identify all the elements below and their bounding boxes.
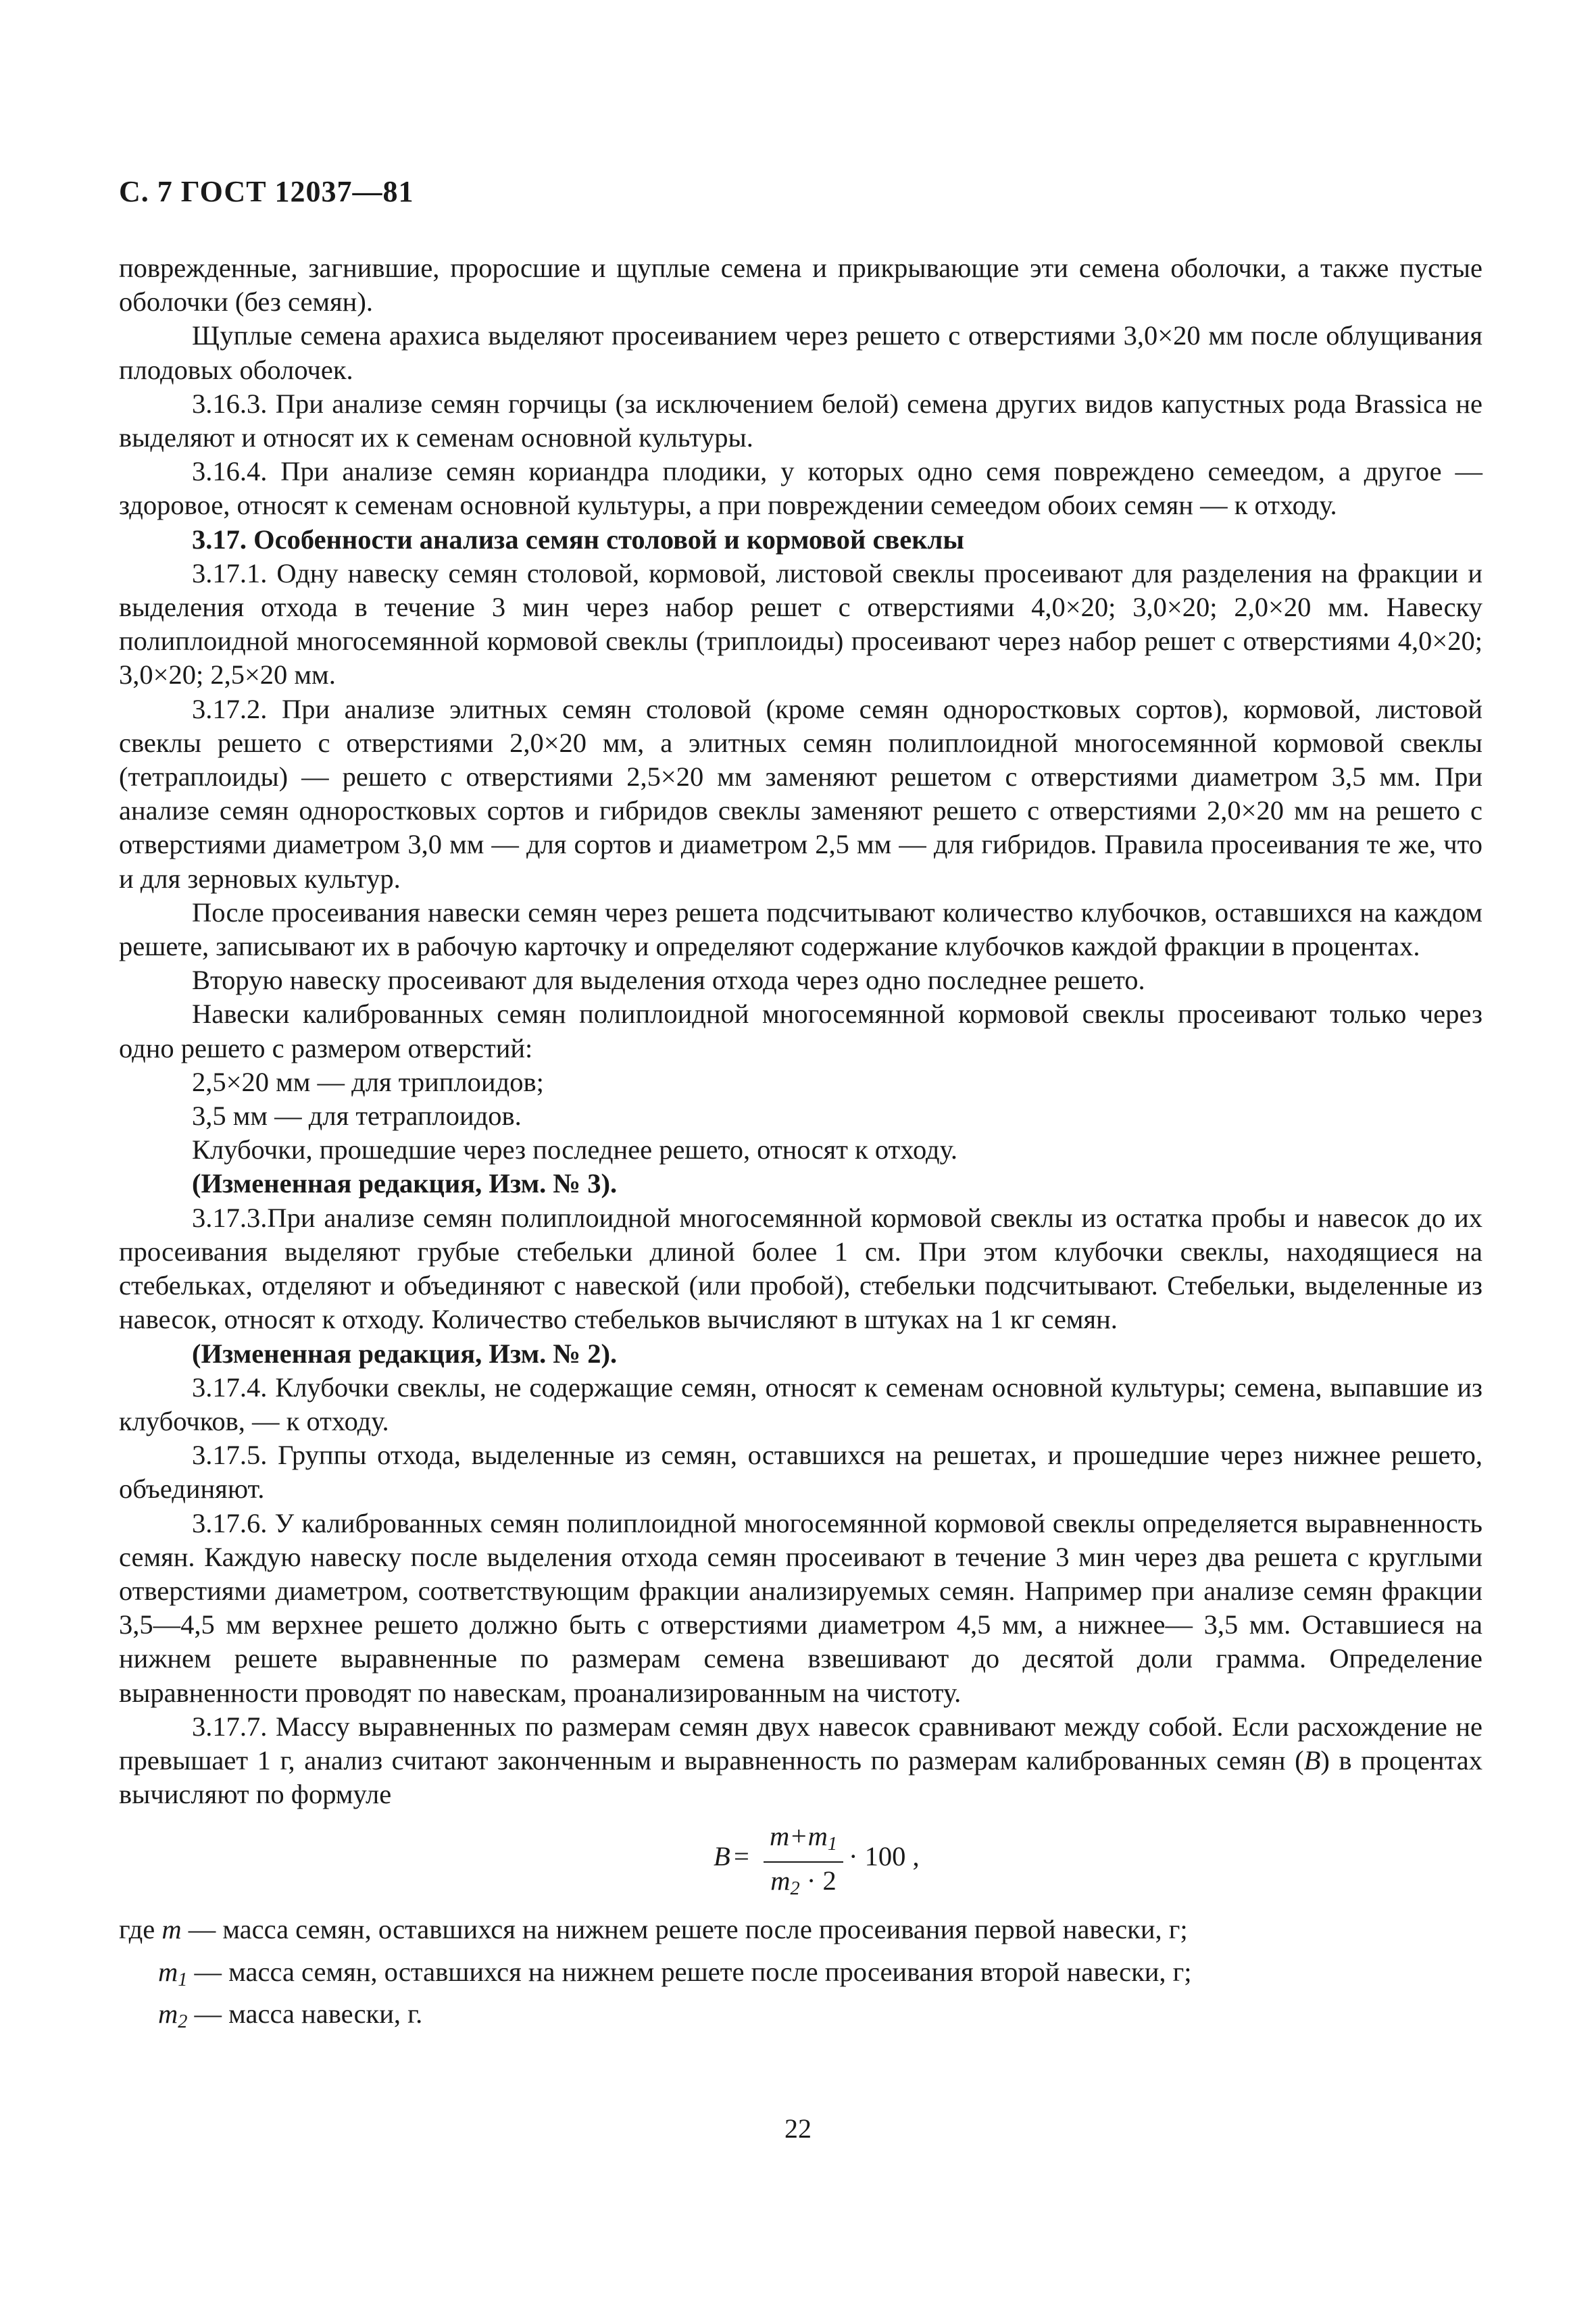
legend-row	[119, 1955, 1482, 1997]
denominator-text: m	[770, 1865, 791, 1896]
paragraph: Клубочки, прошедшие через последнее решето, относят к отходу.	[192, 1134, 957, 1165]
paragraph	[119, 1710, 1482, 1812]
legend-text: — масса семян, оставшихся на нижнем решете после просеивания первой навески, г;	[181, 1914, 1188, 1945]
formula-lhs: B	[714, 1841, 730, 1872]
legend-text: — масса семян, оставшихся на нижнем решете после просеивания второй навески, г;	[187, 1956, 1192, 1987]
denominator-subscript: 2	[790, 1878, 800, 1900]
paragraph: 3.17.5. Группы отхода, выделенные из семян, оставшихся на решетах, и прошедшие через нижнее решето, объединяют.	[119, 1440, 1482, 1505]
paragraph: 3.17.3.При анализе семян полиплоидной многосемянной кормовой свеклы из остатка пробы и навесок до их просеивания выделяют грубые стебельки длиной более 1 см. При этом клубочки свеклы, находящиеся на стебельках, отделяют и объединяют с навеской (или пробой), стебельки подсчитывают. Стебельки, выделенные из навесок, относят к отходу. Количество стебельков вычисляют в штуках на 1 кг семян.	[119, 1202, 1482, 1335]
formula-numerator	[764, 1821, 843, 1860]
numerator-subscript: 1	[827, 1834, 837, 1855]
paragraph: Вторую навеску просеивают для выделения отхода через одно последнее решето.	[192, 965, 1145, 996]
paragraph: 3,5 мм — для тетраплоидов.	[192, 1101, 522, 1132]
legend-symbol-text: m	[158, 1998, 178, 2029]
legend-symbol	[158, 1997, 187, 2039]
legend-text: — масса навески, г.	[187, 1998, 423, 2029]
legend-row	[119, 1913, 1482, 1955]
formula-equals: =	[734, 1841, 749, 1872]
paragraph: 3.17.2. При анализе элитных семян столовой (кроме семян одноростковых сортов), кормовой, листовой свеклы решето с отверстиями 2,0×20 мм, а элитных семян полиплоидной многосемянной кормовой свеклы (тетраплоиды) — решето с отверстиями 2,5×20 мм заменяют решетом с отверстиями диаметром 3,5 мм. При анализе семян одноростковых сортов и гибридов свеклы заменяют решето с отверстиями 2,0×20 мм на решето с отверстиями диаметром 3,0 мм — для сортов и диаметром 2,5 мм — для гибридов. Правила просеивания те же, что и для зерновых культур.	[119, 693, 1482, 894]
numerator-text: m+m	[770, 1821, 828, 1852]
legend-row	[119, 1997, 1482, 2039]
formula	[119, 1821, 1482, 1902]
amendment-note: (Измененная редакция, Изм. № 2).	[192, 1338, 618, 1369]
document-body	[119, 251, 1482, 2039]
paragraph: поврежденные, загнившие, проросшие и щуплые семена и прикрывающие эти семена оболочки, а также пустые оболочки (без семян).	[119, 253, 1482, 318]
formula-rhs: · 100 ,	[849, 1841, 920, 1872]
paragraph: 2,5×20 мм — для триплоидов;	[192, 1066, 544, 1097]
legend-symbol-subscript: 1	[178, 1969, 188, 1990]
paragraph: После просеивания навески семян через решета подсчитывают количество клубочков, оставшихся на каждом решете, записывают их в рабочую карточку и определяют содержание клубочков каждой фракции в процентах.	[119, 897, 1482, 962]
legend-symbol-subscript: 2	[178, 2011, 188, 2032]
page-header: С. 7 ГОСТ 12037—81	[119, 175, 414, 208]
formula-fraction	[764, 1821, 843, 1906]
paragraph: 3.17.1. Одну навеску семян столовой, кормовой, листовой свеклы просеивают для разделения на фракции и выделения отхода в течение 3 мин через набор решет с отверстиями 4,0×20; 3,0×20; 2,0×20 мм. Навеску полиплоидной многосемянной кормовой свеклы (триплоиды) просеивают через набор решет с отверстиями 4,0×20; 3,0×20; 2,5×20 мм.	[119, 557, 1482, 690]
paragraph: Щуплые семена арахиса выделяют просеиванием через решето с отверстиями 3,0×20 мм после облущивания плодовых оболочек.	[119, 320, 1482, 385]
legend-symbol	[158, 1955, 187, 1997]
paragraph-text: ) в процентах вычисляют по формуле	[119, 1744, 1482, 1810]
section-heading: 3.17. Особенности анализа семян столовой и кормовой свеклы	[192, 524, 964, 555]
paragraph-text: 3.17.7. Массу выравненных по размерам семян двух навесок сравнивают между собой. Если расхождение не превышает 1 г, анализ считают законченным и выравненность по размерам калиброванных семян (	[119, 1711, 1482, 1776]
variable-symbol: B	[1303, 1744, 1321, 1776]
formula-denominator	[764, 1864, 843, 1906]
formula-legend	[119, 1913, 1482, 2039]
legend-symbol-text: m	[158, 1956, 178, 1987]
denominator-tail: · 2	[799, 1865, 837, 1896]
paragraph: Навески калиброванных семян полиплоидной многосемянной кормовой свеклы просеивают только через одно решето с размером отверстий:	[119, 999, 1482, 1063]
amendment-note: (Измененная редакция, Изм. № 3).	[192, 1168, 618, 1199]
paragraph: 3.17.4. Клубочки свеклы, не содержащие семян, относят к семенам основной культуры; семена, выпавшие из клубочков, — к отходу.	[119, 1372, 1482, 1436]
legend-prefix: где	[119, 1914, 162, 1945]
paragraph: 3.17.6. У калиброванных семян полиплоидной многосемянной кормовой свеклы определяется выравненность семян. Каждую навеску после выделения отхода семян просеивают в течение 3 мин через два решета с круглыми отверстиями диаметром, соответствующим фракции анализируемых семян. Например при анализе семян фракции 3,5—4,5 мм верхнее решето должно быть с отверстиями диаметром 4,5 мм, а нижнее— 3,5 мм. Оставшиеся на нижнем решете выравненные по размерам семена взвешивают до десятой доли грамма. Определение выравненности проводят по навескам, проанализированным на чистоту.	[119, 1507, 1482, 1708]
paragraph: 3.16.4. При анализе семян кориандра плодики, у которых одно семя повреждено семеедом, а другое — здоровое, относят к семенам основной культуры, а при повреждении семеедом обоих семян — к отходу.	[119, 456, 1482, 521]
page-number: 22	[784, 2113, 812, 2144]
fraction-bar	[764, 1861, 843, 1863]
paragraph: 3.16.3. При анализе семян горчицы (за исключением белой) семена других видов капустных рода Brassica не выделяют и относят их к семенам основной культуры.	[119, 388, 1482, 453]
legend-symbol	[161, 1913, 181, 1955]
legend-symbol-text: m	[161, 1914, 182, 1945]
